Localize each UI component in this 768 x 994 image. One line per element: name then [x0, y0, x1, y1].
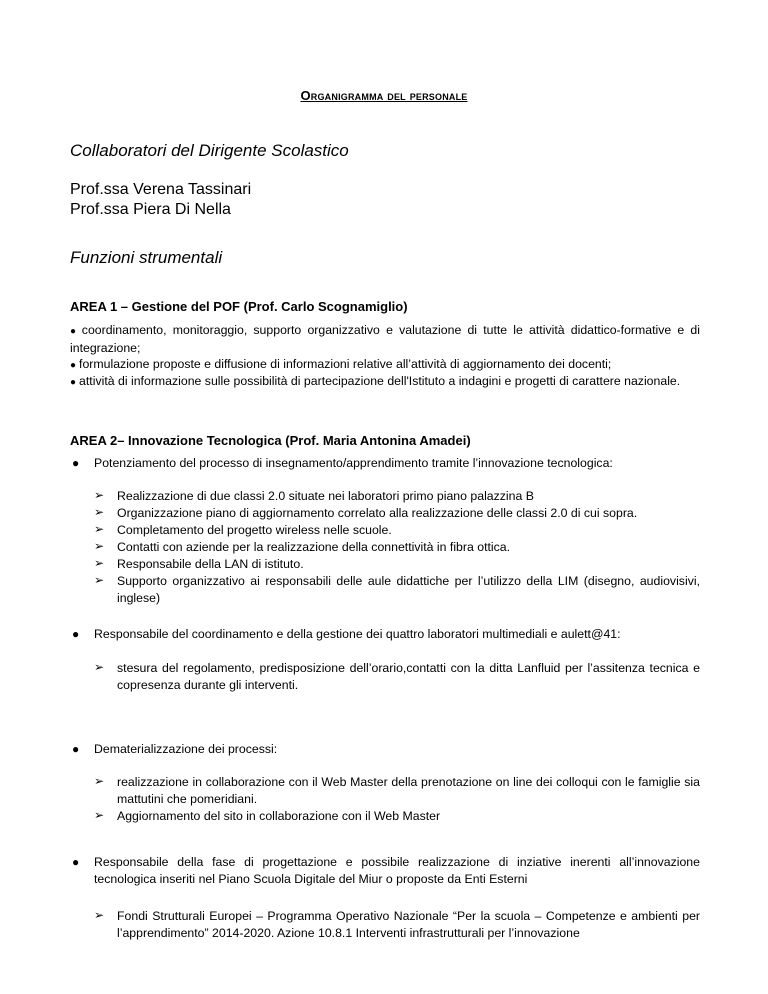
arrow-bullet-icon: ➢ — [94, 774, 105, 788]
collaboratore-name: Prof.ssa Verena Tassinari — [70, 181, 252, 198]
area1-item: ● formulazione proposte e diffusione di informazioni relative all’attività di aggiornamento dei docenti; — [70, 357, 612, 371]
collaboratori-heading: Collaboratori del Dirigente Scolastico — [70, 141, 349, 160]
bullet-icon: ● — [72, 627, 80, 641]
arrow-bullet-icon: ➢ — [94, 488, 105, 502]
arrow-bullet-icon: ➢ — [94, 539, 105, 553]
area2-subitem: Completamento del progetto wireless nelle scuole. — [117, 523, 392, 537]
area2-subitem: Responsabile della LAN di istituto. — [117, 557, 304, 571]
bullet-icon: ● — [72, 742, 80, 756]
bullet-icon: ● — [70, 360, 77, 371]
bullet-icon: ● — [72, 855, 80, 869]
arrow-bullet-icon: ➢ — [94, 808, 105, 822]
area2-heading: AREA 2– Innovazione Tecnologica (Prof. Maria Antonina Amadei) — [70, 433, 471, 448]
arrow-bullet-icon: ➢ — [94, 908, 105, 922]
area2-subitem: Aggiornamento del sito in collaborazione con il Web Master — [117, 809, 441, 823]
area2-bullet: Dematerializzazione dei processi: — [94, 742, 278, 756]
page-title: Organigramma del personale — [300, 88, 468, 103]
area2-bullet: Potenziamento del processo di insegnamento/apprendimento tramite l’innovazione tecnologica: — [94, 456, 613, 470]
arrow-bullet-icon: ➢ — [94, 505, 105, 519]
area2-subitem: Contatti con aziende per la realizzazione della connettività in fibra ottica. — [117, 540, 511, 554]
area2-subitem: Supporto organizzativo ai responsabili delle aule didattiche per l’utilizzo della LIM (disegno, audiovisivi, inglese) — [117, 574, 700, 605]
area1-item: ● attività di informazione sulle possibilità di partecipazione dell'Istituto a indagini e progetti di carattere nazionale. — [70, 374, 681, 388]
area2-bullet: Responsabile della fase di progettazione e possibile realizzazione di inziative inerenti all’innovazione tecnologica inseriti nel Piano Scuola Digitale del Miur o proposte da Enti Esterni — [94, 855, 700, 886]
arrow-bullet-icon: ➢ — [94, 522, 105, 536]
bullet-icon: ● — [70, 326, 79, 337]
area2-bullet: Responsabile del coordinamento e della gestione dei quattro laboratori multimediali e aulett@41: — [94, 627, 621, 641]
area2-subitem: Fondi Strutturali Europei – Programma Operativo Nazionale “Per la scuola – Competenze e ambienti per l’apprendimento” 2014-2020. Azione 10.8.1 Interventi infrastrutturali per l’innovazione — [117, 909, 700, 940]
area2-subitem: stesura del regolamento, predisposizione dell’orario,contatti con la ditta Lanfluid per l’assitenza tecnica e copresenza durante gli interventi. — [117, 661, 700, 692]
area2-subitem: realizzazione in collaborazione con il Web Master della prenotazione on line dei colloqui con le famiglie sia mattutini che pomeridiani. — [117, 775, 700, 806]
funzioni-heading: Funzioni strumentali — [70, 248, 223, 267]
bullet-icon: ● — [70, 377, 77, 388]
area2-subitem: Organizzazione piano di aggiornamento correlato alla realizzazione delle classi 2.0 di cui sopra. — [117, 506, 638, 520]
bullet-icon: ● — [72, 456, 80, 470]
area1-heading: AREA 1 – Gestione del POF (Prof. Carlo Scognamiglio) — [70, 299, 408, 314]
area2-subitem: Realizzazione di due classi 2.0 situate nei laboratori primo piano palazzina B — [117, 489, 534, 503]
arrow-bullet-icon: ➢ — [94, 556, 105, 570]
arrow-bullet-icon: ➢ — [94, 573, 105, 587]
collaboratore-name: Prof.ssa Piera Di Nella — [70, 201, 231, 218]
arrow-bullet-icon: ➢ — [94, 660, 105, 674]
area1-item: ● coordinamento, monitoraggio, supporto organizzativo e valutazione di tutte le attività didattico-formative e di integrazione; — [70, 323, 700, 355]
